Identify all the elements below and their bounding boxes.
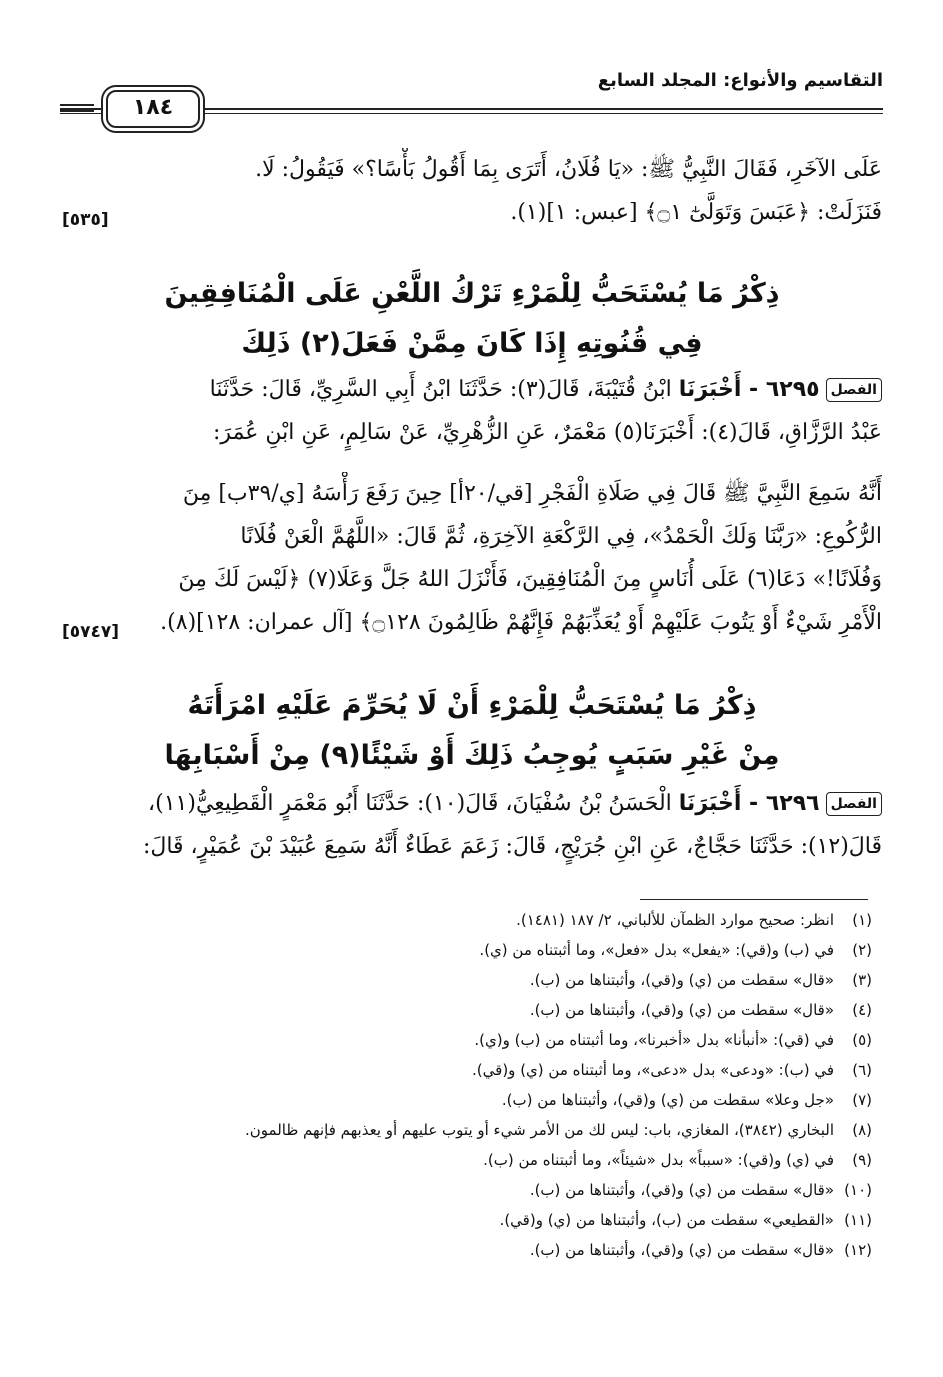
footnote: (١)انظر: صحيح موارد الظمآن للألباني، ٢/ ١٨٧ (١٤٨١). xyxy=(516,911,872,929)
footnote: (٤)«قال» سقطت من (ي) و(قي)، وأثبتناها من (ب). xyxy=(529,1001,872,1019)
section-heading: فِي قُنُوتِهِ إِذَا كَانَ مِمَّنْ فَعَلَ(٢) ذَلِكَ xyxy=(241,328,703,359)
page-header xyxy=(60,60,883,120)
text-line: عَلَى الآخَرِ، فَقَالَ النَّبِيُّ ﷺ: «يَا فُلَانُ، أَتَرَى بِمَا أَقُولُ بَأْسًا؟» فَيَقُولُ: لَا. xyxy=(255,157,882,182)
text-line: أَنَّهُ سَمِعَ النَّبِيَّ ﷺ قَالَ فِي صَلَاةِ الْفَجْرِ [قي/٢٠أ] حِينَ رَفَعَ رَأْسَهُ [ي/٣٩ب] مِنَ xyxy=(182,481,882,506)
footnote: (٥)في (قي): «أنبأنا» بدل «أخبرنا»، وما أثبتناه من (ب) و(ي). xyxy=(474,1031,872,1049)
text-segment: ابْنُ قُتَيْبَةَ، قَالَ(٣): حَدَّثَنَا ابْنُ أَبِي السَّرِيِّ، قَالَ: حَدَّثَنَا xyxy=(209,377,672,402)
section-heading: مِنْ غَيْرِ سَبَبٍ يُوجِبُ ذَلِكَ أَوْ شَيْئًا(٩) مِنْ أَسْبَابِهَا xyxy=(164,740,780,771)
text-line xyxy=(62,368,882,411)
page-number-frame xyxy=(106,90,200,128)
text-line xyxy=(62,782,882,825)
chapter-badge: الفصل xyxy=(826,792,882,816)
footnote: (٨)البخاري (٣٨٤٢)، المغازي، باب: ليس لك من الأمر شيء أو يتوب عليهم أو يعذبهم فإنهم ظالمون. xyxy=(245,1121,872,1139)
footnote: (١٠)«قال» سقطت من (ي) و(قي)، وأثبتناها من (ب). xyxy=(529,1181,872,1199)
section-heading: ذِكْرُ مَا يُسْتَحَبُّ لِلْمَرْءِ أَنْ لَا يُحَرِّمَ عَلَيْهِ امْرَأَتَهُ xyxy=(187,690,757,721)
chapter-badge: الفصل xyxy=(826,378,882,402)
hadith-number: ٦٢٩٦ - أَخْبَرَنَا xyxy=(678,791,820,816)
footnote-rule xyxy=(640,899,868,900)
footnote: (٦)في (ب): «ودعى» بدل «دعى»، وما أثبتناه من (ي) و(قي). xyxy=(472,1061,872,1079)
page-number: ١٨٤ xyxy=(132,95,174,120)
footnote: (٧)«جل وعلا» سقطت من (ي) و(قي)، وأثبتناها من (ب). xyxy=(501,1091,872,1109)
text-segment: الْحَسَنُ بْنُ سُفْيَانَ، قَالَ(١٠): حَدَّثَنَا أَبُو مَعْمَرٍ الْقَطِيعِيُّ(١١)، xyxy=(148,791,672,816)
text-line: الرُّكُوعِ: «رَبَّنَا وَلَكَ الْحَمْدُ»، فِي الرَّكْعَةِ الآخِرَةِ، ثُمَّ قَالَ: «اللَّهُمَّ الْعَنْ فُلَانًا xyxy=(240,524,882,549)
footnote: (٩)في (ي) و(قي): «سبباً» بدل «شيئاً»، وما أثبتناه من (ب). xyxy=(483,1151,872,1169)
text-line: فَنَزَلَتْ: ﴿عَبَسَ وَتَوَلَّىٰٓ ۝١﴾ [عبس: ١](١). xyxy=(510,200,882,225)
running-title: التقاسيم والأنواع: المجلد السابع xyxy=(597,70,883,91)
reference-number: [٥٣٥] xyxy=(62,210,109,230)
hadith-number: ٦٢٩٥ - أَخْبَرَنَا xyxy=(678,377,820,402)
footnote: (١٢)«قال» سقطت من (ي) و(قي)، وأثبتناها من (ب). xyxy=(529,1241,872,1259)
text-line: عَبْدُ الرَّزَّاقِ، قَالَ(٤): أَخْبَرَنَا(٥) مَعْمَرٌ، عَنِ الزُّهْرِيِّ، عَنْ سَالِمٍ، عَنِ ابْنِ عُمَرَ: xyxy=(213,420,882,445)
footnote: (٣)«قال» سقطت من (ي) و(قي)، وأثبتناها من (ب). xyxy=(529,971,872,989)
text-line: وَفُلَانًا!» دَعَا(٦) عَلَى أُنَاسٍ مِنَ الْمُنَافِقِينَ، فَأَنْزَلَ اللهُ جَلَّ وَعَلَا(٧) ﴿لَيْسَ لَكَ مِنَ xyxy=(178,567,882,592)
footnote: (١١)«القطيعي» سقطت من (ب)، وأثبتناها من (ي) و(قي). xyxy=(499,1211,872,1229)
footnotes xyxy=(62,905,872,1265)
section-heading: ذِكْرُ مَا يُسْتَحَبُّ لِلْمَرْءِ تَرْكُ اللَّعْنِ عَلَى الْمُنَافِقِينَ xyxy=(164,278,780,309)
text-line: قَالَ(١٢): حَدَّثَنَا حَجَّاجٌ، عَنِ ابْنِ جُرَيْجٍ، قَالَ: زَعَمَ عَطَاءٌ أَنَّهُ سَمِعَ عُبَيْدَ بْنَ عُمَيْرٍ، قَالَ: xyxy=(142,834,882,859)
footnote: (٢)في (ب) و(قي): «يفعل» بدل «فعل»، وما أثبتناه من (ي). xyxy=(479,941,872,959)
header-dash xyxy=(60,104,94,106)
hadith-body xyxy=(62,368,882,644)
hadith-body xyxy=(62,782,882,868)
reference-number: [٥٧٤٧] xyxy=(62,622,120,642)
continuation-text xyxy=(62,148,882,234)
header-dash-2 xyxy=(60,110,94,112)
text-line: الْأَمْرِ شَيْءٌ أَوْ يَتُوبَ عَلَيْهِمْ أَوْ يُعَذِّبَهُمْ فَإِنَّهُمْ ظَالِمُونَ ۝١٢٨﴾ [آل عمران: ١٢٨](٨). xyxy=(160,610,882,635)
